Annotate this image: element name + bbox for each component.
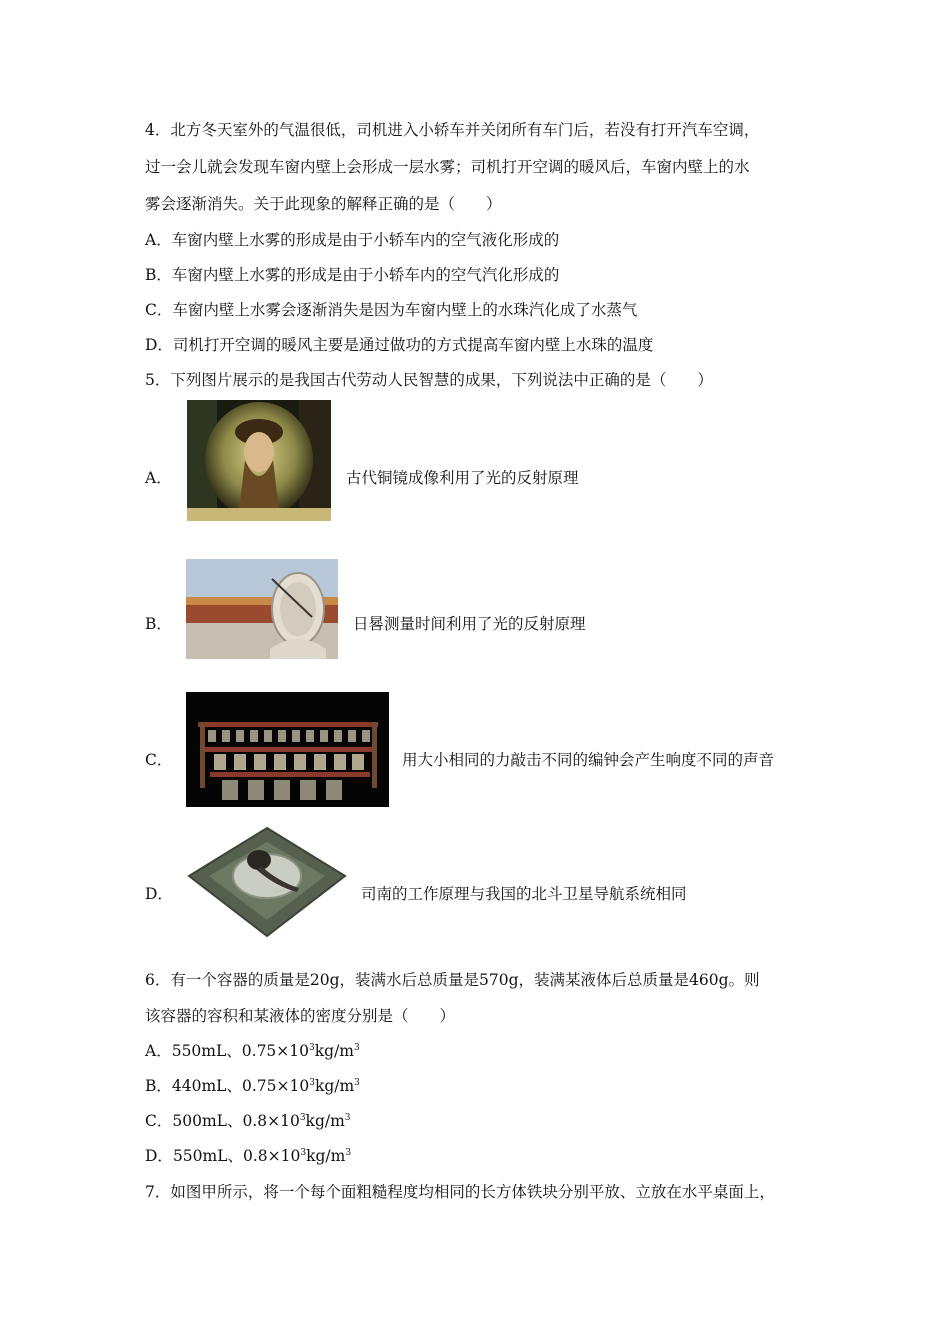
q6-option-d-value: 550mL、0.8×10 — [172, 1147, 301, 1165]
q6-option-d-exp: 3 — [300, 1148, 307, 1158]
q5-stem: 5．下列图片展示的是我国古代劳动人民智慧的成果，下列说法中正确的是（ ） — [145, 371, 713, 389]
sundial-image — [186, 559, 338, 659]
q5-option-a-letter: A． — [145, 469, 172, 487]
q4-stem-line-1: 4．北方冬天室外的气温很低，司机进入小轿车并关闭所有车门后，若没有打开汽车空调， — [145, 121, 760, 139]
q7-stem: 7．如图甲所示，将一个每个面粗糙程度均相同的长方体铁块分别平放、立放在水平桌面上， — [145, 1183, 775, 1201]
q4-option-d[interactable]: D．司机打开空调的暖风主要是通过做功的方式提高车窗内壁上水珠的温度 — [145, 336, 654, 354]
q6-option-a-unit-exp: 3 — [353, 1043, 360, 1053]
q6-option-b[interactable] — [145, 1074, 360, 1096]
q6-option-c[interactable] — [145, 1109, 351, 1131]
bronze-mirror-image — [187, 400, 331, 521]
q6-option-a-value: 550mL、0.75×10 — [171, 1042, 310, 1060]
q6-option-c-unit: kg/m — [305, 1112, 345, 1130]
q6-option-a[interactable] — [145, 1039, 360, 1061]
q6-option-d[interactable] — [145, 1144, 351, 1166]
q6-option-a-letter: A． — [145, 1042, 172, 1060]
q6-option-d-unit: kg/m — [306, 1147, 346, 1165]
q5-option-d[interactable] — [145, 826, 845, 940]
q4-stem-line-3: 雾会逐渐消失。关于此现象的解释正确的是（ ） — [145, 195, 502, 213]
q5-option-d-text: 司南的工作原理与我国的北斗卫星导航系统相同 — [361, 885, 687, 903]
q6-option-a-exp: 3 — [309, 1043, 315, 1053]
q4-option-c[interactable]: C．车窗内壁上水雾会逐渐消失是因为车窗内壁上的水珠汽化成了水蒸气 — [145, 301, 638, 319]
q4-option-a[interactable]: A．车窗内壁上水雾的形成是由于小轿车内的空气液化形成的 — [145, 231, 560, 249]
q5-option-b-text: 日晷测量时间利用了光的反射原理 — [353, 615, 586, 633]
q5-option-c-text: 用大小相同的力敲击不同的编钟会产生响度不同的声音 — [402, 751, 775, 769]
q6-option-a-unit: kg/m — [314, 1042, 354, 1060]
q6-option-b-unit: kg/m — [314, 1077, 355, 1095]
q5-option-c[interactable] — [145, 692, 845, 808]
q6-option-c-exp: 3 — [299, 1113, 306, 1123]
q6-stem-line-1: 6．有一个容器的质量是20g，装满水后总质量是570g，装满某液体后总质量是460g。则 — [145, 971, 760, 989]
q6-option-c-letter: C． — [145, 1112, 173, 1130]
q5-option-b[interactable] — [145, 558, 845, 660]
q6-option-c-unit-exp: 3 — [344, 1113, 351, 1123]
q5-option-a-text: 古代铜镜成像利用了光的反射原理 — [346, 469, 579, 487]
q5-option-a[interactable] — [145, 400, 845, 522]
q5-option-b-letter: B． — [145, 615, 172, 633]
q6-stem-line-2: 该容器的容积和某液体的密度分别是（ ） — [145, 1007, 456, 1025]
q6-option-b-unit-exp: 3 — [354, 1078, 360, 1088]
q4-stem-line-2: 过一会儿就会发现车窗内壁上会形成一层水雾；司机打开空调的暖风后，车窗内壁上的水 — [145, 158, 750, 176]
q4-option-b[interactable]: B．车窗内壁上水雾的形成是由于小轿车内的空气汽化形成的 — [145, 266, 560, 284]
q6-option-b-letter: B． — [145, 1077, 172, 1095]
sinan-compass-image — [187, 826, 347, 938]
q6-option-d-letter: D． — [145, 1147, 173, 1165]
q6-option-b-exp: 3 — [309, 1078, 315, 1088]
q5-option-d-letter: D． — [145, 885, 173, 903]
q6-option-c-value: 500mL、0.8×10 — [172, 1112, 300, 1130]
q5-option-c-letter: C． — [145, 751, 173, 769]
q6-option-b-value: 440mL、0.75×10 — [171, 1077, 310, 1095]
chime-bells-image — [186, 692, 389, 807]
q6-option-d-unit-exp: 3 — [345, 1148, 352, 1158]
